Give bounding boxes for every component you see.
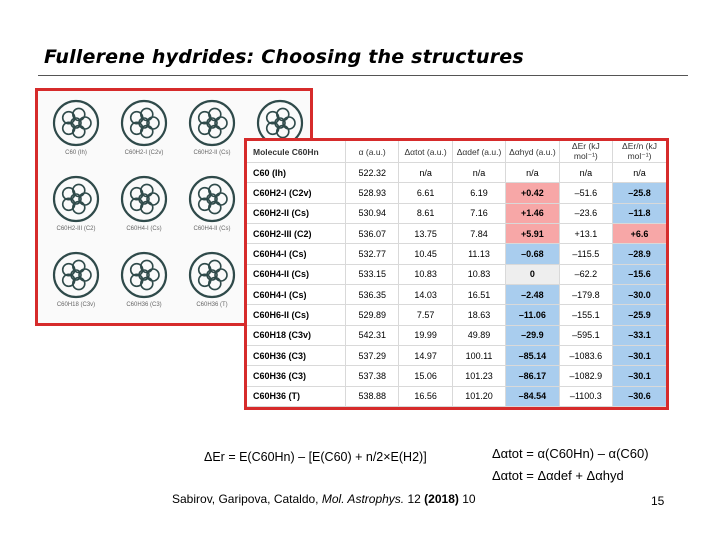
cell-er: n/a: [559, 163, 612, 183]
structure-caption: C60H2-II (Cs): [193, 150, 231, 156]
table-row: [247, 244, 666, 264]
cell-tot: 6.61: [399, 183, 452, 203]
cell-ern: –11.8: [613, 203, 666, 223]
fullerene-structure: [44, 249, 108, 321]
citation-authors: Sabirov, Garipova, Cataldo,: [172, 492, 319, 506]
fullerene-cage-icon: [118, 249, 170, 301]
cell-hyd: +1.46: [506, 203, 559, 223]
citation: [172, 492, 476, 506]
cell-hyd: –29.9: [506, 325, 559, 345]
cell-er: –1082.9: [559, 366, 612, 386]
cell-def: 7.84: [452, 223, 505, 243]
cell-er: –1100.3: [559, 386, 612, 406]
fullerene-structure: [112, 173, 176, 245]
cell-tot: 15.06: [399, 366, 452, 386]
cell-hyd: –2.48: [506, 284, 559, 304]
cell-alpha: 529.89: [346, 305, 399, 325]
cell-er: –179.8: [559, 284, 612, 304]
cell-alpha: 542.31: [346, 325, 399, 345]
cell-ern: –30.1: [613, 345, 666, 365]
fullerene-structure: [44, 97, 108, 169]
cell-hyd: –86.17: [506, 366, 559, 386]
cell-ern: +6.6: [613, 223, 666, 243]
fullerene-structure: [112, 97, 176, 169]
cell-alpha: 530.94: [346, 203, 399, 223]
fullerene-structure: [180, 173, 244, 245]
cell-tot: 7.57: [399, 305, 452, 325]
table-row: [247, 183, 666, 203]
cell-def: 10.83: [452, 264, 505, 284]
table-row: [247, 264, 666, 284]
cell-def: 49.89: [452, 325, 505, 345]
cell-hyd: n/a: [506, 163, 559, 183]
fullerene-cage-icon: [186, 97, 238, 149]
cell-ern: –30.1: [613, 366, 666, 386]
cell-def: 6.19: [452, 183, 505, 203]
structure-caption: C60H4-I (Cs): [126, 226, 162, 232]
cell-molecule: C60H2-II (Cs): [247, 203, 346, 223]
cell-er: –62.2: [559, 264, 612, 284]
cell-alpha: 532.77: [346, 244, 399, 264]
reaction-energy-equation: ΔEr = E(C60Hn) – [E(C60) + n/2×E(H2)]: [204, 450, 427, 464]
cell-alpha: 536.07: [346, 223, 399, 243]
fullerene-cage-icon: [118, 97, 170, 149]
fullerene-structure: [44, 173, 108, 245]
alpha-decomposition-equation: Δαtot = Δαdef + Δαhyd: [492, 468, 624, 483]
page-number: 15: [651, 494, 665, 508]
structure-caption: C60 (Ih): [65, 150, 87, 156]
cell-tot: n/a: [399, 163, 452, 183]
header-alpha: α (a.u.): [346, 141, 399, 163]
cell-molecule: C60H4-II (Cs): [247, 264, 346, 284]
citation-year: (2018): [424, 492, 459, 506]
cell-tot: 8.61: [399, 203, 452, 223]
cell-ern: –33.1: [613, 325, 666, 345]
cell-tot: 14.97: [399, 345, 452, 365]
cell-hyd: –84.54: [506, 386, 559, 406]
cell-ern: –30.6: [613, 386, 666, 406]
header-molecule: Molecule C60Hn: [247, 141, 346, 163]
cell-ern: –15.6: [613, 264, 666, 284]
cell-def: 101.20: [452, 386, 505, 406]
cell-hyd: +5.91: [506, 223, 559, 243]
cell-def: 18.63: [452, 305, 505, 325]
cell-tot: 10.45: [399, 244, 452, 264]
cell-molecule: C60H4-I (Cs): [247, 284, 346, 304]
cell-ern: n/a: [613, 163, 666, 183]
cell-molecule: C60H4-I (Cs): [247, 244, 346, 264]
cell-alpha: 528.93: [346, 183, 399, 203]
cell-molecule: C60H36 (C3): [247, 345, 346, 365]
cell-molecule: C60H2-I (C2v): [247, 183, 346, 203]
citation-page: 10: [462, 492, 476, 506]
citation-volume: 12: [407, 492, 421, 506]
cell-er: –51.6: [559, 183, 612, 203]
cell-tot: 16.56: [399, 386, 452, 406]
cell-ern: –25.9: [613, 305, 666, 325]
cell-def: 7.16: [452, 203, 505, 223]
table-row: [247, 284, 666, 304]
cell-alpha: 537.29: [346, 345, 399, 365]
polarizability-table: [244, 138, 669, 410]
fullerene-cage-icon: [50, 173, 102, 225]
cell-tot: 19.99: [399, 325, 452, 345]
cell-er: +13.1: [559, 223, 612, 243]
cell-er: –155.1: [559, 305, 612, 325]
cell-molecule: C60H36 (C3): [247, 366, 346, 386]
citation-journal: Mol. Astrophys.: [321, 492, 405, 506]
cell-tot: 10.83: [399, 264, 452, 284]
header-delta-alpha-tot: Δαtot (a.u.): [399, 141, 452, 163]
table-row: [247, 325, 666, 345]
slide-title: Fullerene hydrides: Choosing the structures: [44, 46, 524, 68]
table-row: [247, 386, 666, 406]
cell-def: n/a: [452, 163, 505, 183]
cell-hyd: –11.06: [506, 305, 559, 325]
structure-caption: C60H4-II (Cs): [193, 226, 231, 232]
table-row: [247, 223, 666, 243]
fullerene-cage-icon: [186, 249, 238, 301]
cell-molecule: C60H2-III (C2): [247, 223, 346, 243]
cell-molecule: C60H36 (T): [247, 386, 346, 406]
fullerene-structure: [180, 249, 244, 321]
table-row: [247, 203, 666, 223]
cell-hyd: –85.14: [506, 345, 559, 365]
alpha-tot-equation: Δαtot = α(C60Hn) – α(C60): [492, 446, 649, 461]
cell-def: 16.51: [452, 284, 505, 304]
fullerene-cage-icon: [118, 173, 170, 225]
cell-alpha: 536.35: [346, 284, 399, 304]
table-row: [247, 163, 666, 183]
header-delta-er-per-n: ΔEr/n (kJ mol⁻¹): [613, 141, 666, 163]
cell-tot: 13.75: [399, 223, 452, 243]
header-delta-alpha-def: Δαdef (a.u.): [452, 141, 505, 163]
structure-caption: C60H36 (T): [196, 302, 228, 308]
structure-caption: C60H2-I (C2v): [124, 150, 164, 156]
cell-molecule: C60H6-II (Cs): [247, 305, 346, 325]
header-delta-alpha-hyd: Δαhyd (a.u.): [506, 141, 559, 163]
table-row: [247, 305, 666, 325]
cell-hyd: +0.42: [506, 183, 559, 203]
title-divider: [38, 75, 688, 76]
table-header-row: [247, 141, 666, 163]
cell-alpha: 522.32: [346, 163, 399, 183]
structure-caption: C60H2-III (C2): [56, 226, 96, 232]
fullerene-cage-icon: [50, 97, 102, 149]
cell-hyd: –0.68: [506, 244, 559, 264]
cell-alpha: 538.88: [346, 386, 399, 406]
cell-er: –23.6: [559, 203, 612, 223]
cell-alpha: 533.15: [346, 264, 399, 284]
cell-molecule: C60H18 (C3v): [247, 325, 346, 345]
cell-er: –115.5: [559, 244, 612, 264]
fullerene-structure: [180, 97, 244, 169]
cell-def: 100.11: [452, 345, 505, 365]
fullerene-structure: [112, 249, 176, 321]
header-delta-er: ΔEr (kJ mol⁻¹): [559, 141, 612, 163]
cell-molecule: C60 (Ih): [247, 163, 346, 183]
cell-hyd: 0: [506, 264, 559, 284]
fullerene-cage-icon: [186, 173, 238, 225]
cell-er: –1083.6: [559, 345, 612, 365]
cell-alpha: 537.38: [346, 366, 399, 386]
fullerene-cage-icon: [50, 249, 102, 301]
structure-caption: C60H18 (C3v): [56, 302, 96, 308]
table-row: [247, 366, 666, 386]
cell-ern: –30.0: [613, 284, 666, 304]
cell-ern: –28.9: [613, 244, 666, 264]
cell-ern: –25.8: [613, 183, 666, 203]
cell-tot: 14.03: [399, 284, 452, 304]
cell-def: 11.13: [452, 244, 505, 264]
table-row: [247, 345, 666, 365]
structure-caption: C60H36 (C3): [126, 302, 162, 308]
cell-def: 101.23: [452, 366, 505, 386]
cell-er: –595.1: [559, 325, 612, 345]
